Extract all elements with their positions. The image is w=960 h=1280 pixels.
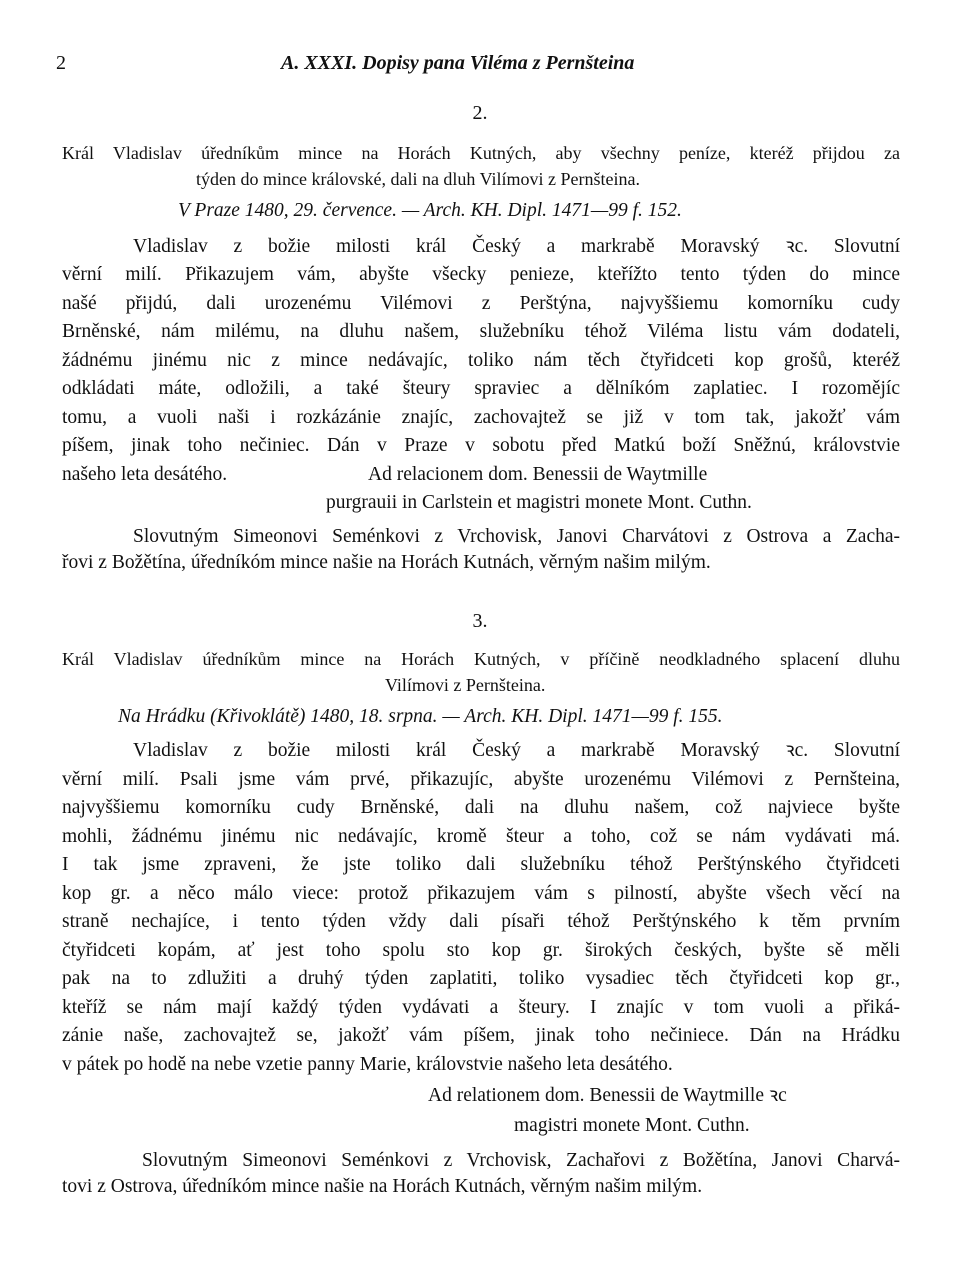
running-head: A. XXXI. Dopisy pana Viléma z Pernšteina [281,52,635,74]
body-line: čtyřidceti kopám, ať jest toho spolu sto kop gr. širokých českých, byšte sě měli [62,940,900,961]
document-number: 2. [472,102,488,124]
relation-note: purgrauii in Carlstein et magistri monete Mont. Cuthn. [326,492,752,513]
body-line: kop gr. a něco málo viece: protož přikazujem vám s pilností, abyšte všech věcí na [62,883,900,904]
address-line: Slovutným Simeonovi Seménkovi z Vrchovisk, Janovi Charvátovi z Ostrova a Zacha- [133,526,900,547]
body-line: kteříž se nám mají každý týden vydávati a šteury. I znajíc v tom vuoli a přiká- [62,997,900,1018]
body-line: pak na to zdlužiti a druhý týden zaplatiti, toliko vysadiec těch čtyřidceti kop gr., [62,968,900,989]
address-line: tovi z Ostrova, úředníkóm mince našie na Horách Kutnách, věrným našim milým. [62,1176,703,1197]
page-number: 2 [56,52,66,74]
relation-note: Ad relationem dom. Benessii de Waytmille ꝛc [428,1085,787,1106]
body-line: I tak jsme zpraveni, že jste toliko dali služebníku téhož Perštýnského čtyřidceti [62,854,900,875]
dateline: Na Hrádku (Křivoklátě) 1480, 18. srpna. — Arch. KH. Dipl. 1471—99 f. 155. [118,706,723,727]
body-line: odkládati máte, odložili, a také šteury spraviec a dělníkóm zaplatiec. I rozomějíc [62,378,900,399]
summary-line: Vilímovi z Pernšteina. [385,675,546,695]
body-line: zánie naše, zachovajtež se, jakožť vám píšem, jinak toho nečiniece. Dán na Hrádku [62,1025,900,1046]
address-line: Slovutným Simeonovi Seménkovi z Vrchovisk, Zachařovi z Božětína, Janovi Charvá- [142,1150,900,1171]
relation-note: Ad relacionem dom. Benessii de Waytmille [368,464,708,485]
body-line: našeho leta desátého. [62,464,228,485]
body-line: věrní milí. Přikazujem vám, abyšte všecky penieze, kteřížto tento týden do mince [62,264,900,285]
summary-line: týden do mince královské, dali na dluh Vilímovi z Pernšteina. [196,169,640,189]
body-line: Brněnské, nám milému, na dluhu našem, služebníku téhož Viléma listu vám dodateli, [62,321,900,342]
summary-line: Král Vladislav úředníkům mince na Horách Kutných, aby všechny peníze, kteréž přijdou za [62,143,900,163]
body-line: najvyššiemu komorníku cudy Brněnské, dali na dluhu našem, což najviece byšte [62,797,900,818]
body-line: tomu, a vuoli naši i rozkázánie znajíc, zachovajtež se již v tom tak, jakožť vám [62,407,900,428]
relation-note: magistri monete Mont. Cuthn. [514,1115,750,1136]
page-header [56,52,906,80]
body-line: píšem, jinak toho nečiniec. Dán v Praze v sobotu před Matkú boží Sněžnú, královstvie [62,435,900,456]
body-line: žádnému jinému nic z mince nedávajíc, toliko nám těch čtyřidceti kop grošů, kteréž [62,350,900,371]
dateline: V Praze 1480, 29. července. — Arch. KH. Dipl. 1471—99 f. 152. [178,200,682,221]
body-line: našé přijdú, dali urozenému Vilémovi z Perštýna, najvyššiemu komorníku cudy [62,293,900,314]
body-line: věrní milí. Psali jsme vám prvé, přikazujíc, abyšte urozenému Vilémovi z Pernšteina, [62,769,900,790]
body-line: Vladislav z božie milosti král Český a markrabě Moravský ꝛc. Slovutní [133,740,900,761]
body-line: mohli, žádnému jinému nic nedávajíc, kromě šteur a toho, což se nám vydávati má. [62,826,900,847]
body-line: straně nechajíce, i tento týden vždy dali písaři téhož Perštýnského k těm prvním [62,911,900,932]
address-line: řovi z Božětína, úředníkóm mince našie na Horách Kutnách, věrným našim milým. [62,552,711,573]
body-line: v pátek po hodě na nebe vzetie panny Marie, královstvie našeho leta desátého. [62,1054,673,1075]
summary-line: Král Vladislav úředníkům mince na Horách Kutných, v příčině neodkladného splacení dluhu [62,649,900,669]
body-line: Vladislav z božie milosti král Český a markrabě Moravský ꝛc. Slovutní [133,236,900,257]
document-number: 3. [472,610,488,632]
